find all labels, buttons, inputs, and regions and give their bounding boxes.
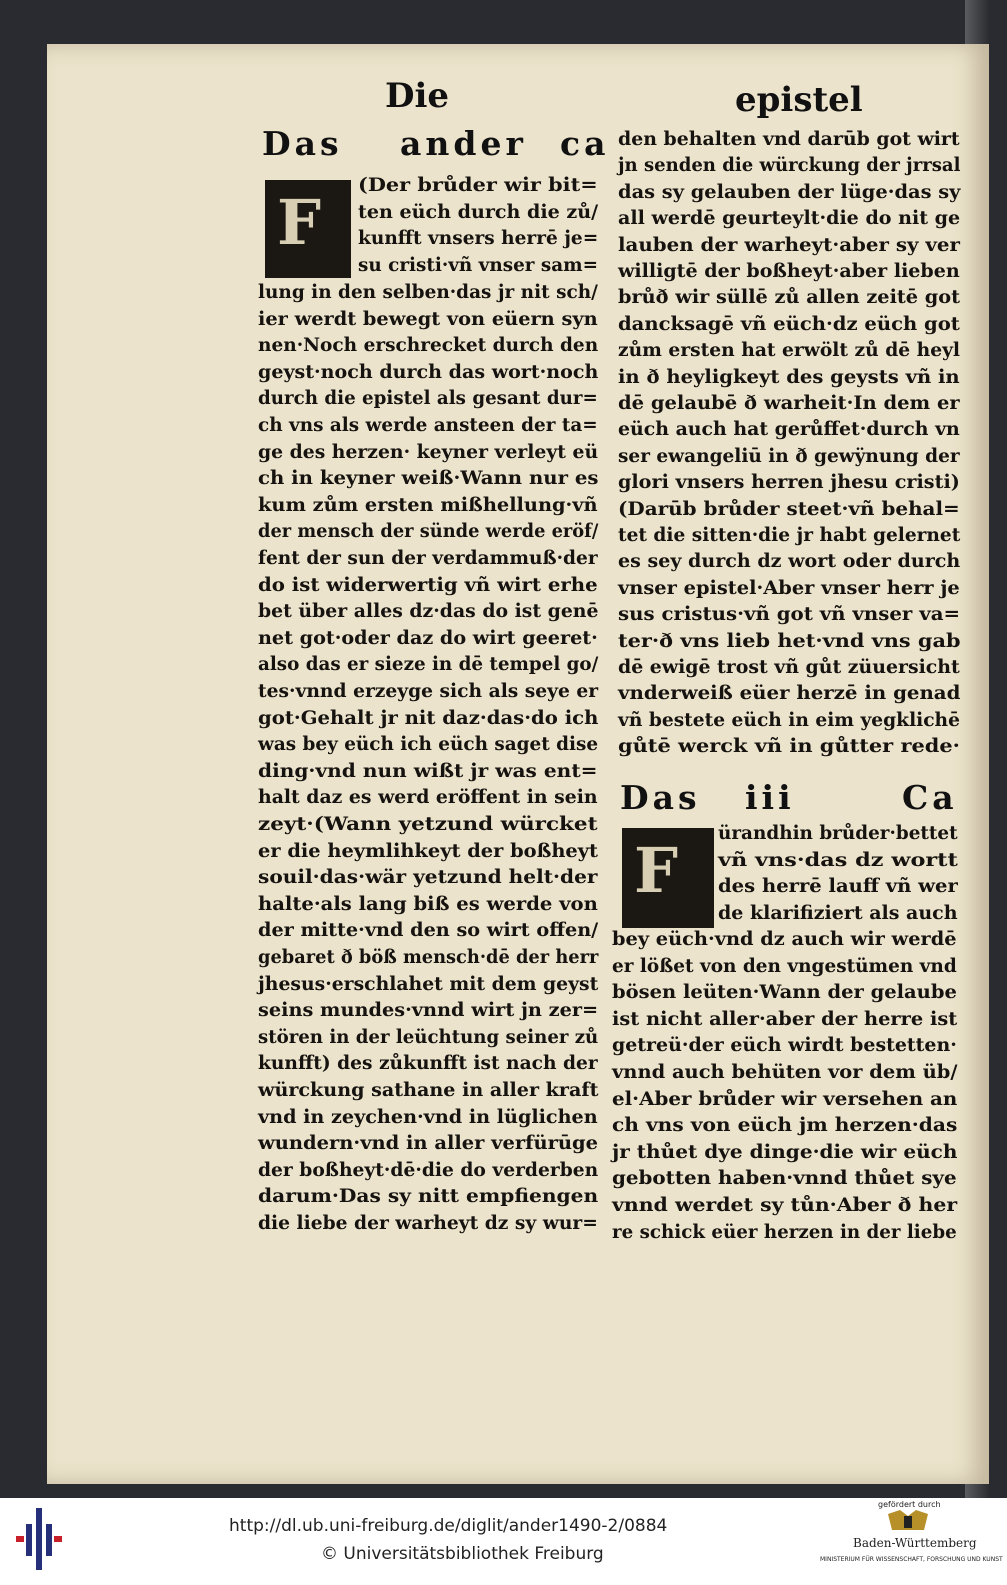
text-line: er lößet von den vngestümen vnd — [612, 954, 957, 977]
text-line: halte·als lang biß es werde von — [258, 892, 598, 915]
text-line: ser ewangeliū in ð gewÿnung der — [618, 444, 960, 467]
text-line: re schick eüer herzen in der liebe — [612, 1220, 957, 1243]
chapter-heading-3-word-2: iii — [745, 778, 795, 817]
text-line: der boßheyt·dē·die do verderben — [258, 1158, 599, 1181]
copyright-text: © Universitätsbibliothek Freiburg — [321, 1544, 604, 1564]
text-line: vnnd auch behüten vor dem üb/ — [612, 1061, 958, 1083]
sponsor-label: gefördert durch — [878, 1500, 941, 1509]
running-head-right: epistel — [735, 80, 863, 120]
text-line: geyst·noch durch das wort·noch — [258, 360, 599, 383]
text-line: nen·Noch erschrecket durch den — [258, 334, 599, 357]
text-line: bet über alles dz·das do ist genē — [258, 600, 599, 623]
text-line: getreü·der eüch wirdt bestetten· — [612, 1034, 957, 1057]
text-line: ter·ð vns lieb het·vnd vns gab — [618, 629, 961, 652]
decorated-initial-1: F — [265, 180, 351, 278]
text-line: vnnd werdet sy tůn·Aber ð her — [612, 1194, 958, 1216]
text-line: die liebe der warheyt dz sy wur= — [258, 1212, 598, 1234]
text-line: wundern·vnd in aller verfürūge — [258, 1132, 598, 1155]
text-line: der mitte·vnd den so wirt offen/ — [258, 919, 599, 942]
text-line: net got·oder daz do wirt geeret· — [258, 626, 598, 649]
text-line: vñ bestete eüch in eim yegklichē — [618, 708, 960, 731]
text-line: es sey durch dz wort oder durch — [618, 550, 961, 573]
text-line: tet die sitten·die jr habt gelernet — [618, 524, 961, 546]
text-line: den behalten vnd darūb got wirt — [618, 128, 960, 150]
text-line: lauben der warheyt·aber sy ver — [618, 233, 960, 256]
text-line: kunfft) des zůkunfft ist nach der — [258, 1052, 598, 1075]
text-line: vnd in zeychen·vnd in lüglichen — [258, 1105, 598, 1128]
text-line: jn senden die würckung der jrrsal — [618, 154, 961, 177]
text-line: darum·Das sy nitt empfiengen — [258, 1185, 599, 1208]
text-line: des herrē lauff vñ wer — [718, 875, 958, 898]
coat-of-arms-icon — [886, 1510, 930, 1532]
text-line: vñ vns·das dz wortt — [718, 848, 958, 871]
sponsor-ministry: MINISTERIUM FÜR WISSENSCHAFT, FORSCHUNG UND KUNST — [820, 1556, 1003, 1563]
text-line: der mensch der sünde werde eröf/ — [258, 520, 599, 543]
text-line: eüch auch hat gerůffet·durch vn — [618, 418, 960, 441]
chapter-heading-3-word-3: Ca — [902, 778, 958, 817]
text-line: brůð wir süllē zů allen zeitē got — [618, 286, 961, 309]
text-line: kum zům ersten mißhellung·vñ — [258, 493, 598, 516]
text-line: all werdē geurteylt·die do nit ge — [618, 207, 961, 230]
text-line: also das er sieze in dē tempel go/ — [258, 653, 599, 676]
text-line: dancksagē vñ eüch·dz eüch got — [618, 312, 960, 335]
text-line: gůtē werck vñ in gůtter rede· — [618, 735, 960, 758]
text-line: bey eüch·vnd dz auch wir werdē — [612, 928, 957, 950]
text-line: willigtē der boßheyt·aber lieben — [618, 260, 960, 282]
text-line: ge des herzen· keyner verleyt eü — [258, 440, 599, 463]
library-logo-icon — [16, 1508, 62, 1570]
text-line: ding·vnd nun wißt jr was ent= — [258, 759, 598, 782]
text-line: dē gelaubē ð warheit·In dem er — [618, 392, 960, 414]
footer-bar — [0, 1498, 1007, 1585]
text-line: ch vns als werde ansteen der ta= — [258, 414, 598, 436]
text-line: ist nicht aller·aber der herre ist — [612, 1007, 958, 1030]
text-line: su cristi·vñ vnser sam= — [358, 253, 598, 276]
text-line: zům ersten hat erwölt zů dē heyl — [618, 339, 961, 362]
text-line: de klarifiziert als auch — [718, 901, 958, 924]
text-line: jr thůet dye dinge·die wir eüch — [612, 1140, 958, 1163]
text-line: vnser epistel·Aber vnser herr je — [618, 576, 960, 599]
text-line: ten eüch durch die zů/ — [358, 200, 599, 223]
text-line: stören in der leüchtung seiner zů — [258, 1025, 599, 1048]
chapter-heading-2-word-2: ander — [400, 124, 527, 163]
text-line: gebaret ð böß mensch·dē der herr — [258, 946, 599, 968]
text-line: zeyt·(Wann yetzund würcket — [258, 813, 598, 835]
running-head-left: Die — [385, 76, 450, 116]
text-line: (Darūb brůder steet·vñ behal= — [618, 497, 960, 520]
text-line: souil·das·wär yetzund helt·der — [258, 866, 598, 889]
text-line: el·Aber brůder wir versehen an — [612, 1087, 958, 1110]
text-line: er die heymlihkeyt der boßheyt — [258, 839, 599, 862]
text-line: würckung sathane in aller kraft — [258, 1079, 599, 1101]
decorated-initial-2: F — [622, 828, 714, 928]
sponsor-name: Baden-Württemberg — [853, 1536, 977, 1550]
chapter-heading-3-word-1: Das — [620, 778, 701, 817]
text-line: ch in keyner weiß·Wann nur es — [258, 467, 599, 490]
text-line: jhesus·erschlahet mit dem geyst — [258, 972, 599, 995]
text-line: dē ewigē trost vñ gůt züuersicht — [618, 656, 960, 678]
text-line: seins mundes·vnnd wirt jn zer= — [258, 999, 599, 1022]
text-line: in ð heyligkeyt des geysts vñ in — [618, 365, 960, 388]
text-line: halt daz es werd eröffent in sein — [258, 786, 598, 809]
chapter-heading-2-word-3: ca — [560, 124, 610, 163]
text-line: vnderweiß eüer herzē in genad — [618, 682, 961, 705]
text-line: do ist widerwertig vñ wirt erhe — [258, 573, 598, 596]
text-line: ier werdt bewegt von eüern syn — [258, 307, 598, 330]
text-line: ürandhin brůder·bettet — [718, 822, 958, 844]
text-line: lung in den selben·das jr nit sch/ — [258, 281, 598, 303]
text-line: was bey eüch ich eüch saget dise — [258, 733, 599, 756]
text-line: (Der brůder wir bit= — [358, 174, 598, 196]
text-line: tes·vnnd erzeyge sich als seye er — [258, 680, 599, 702]
text-line: das sy gelauben der lüge·das sy — [618, 180, 961, 203]
text-line: got·Gehalt jr nit daz·das·do ich — [258, 706, 599, 729]
text-line: ch vns von eüch jm herzen·das — [612, 1114, 958, 1137]
text-line: sus cristus·vñ got vñ vnser va= — [618, 603, 961, 626]
text-line: fent der sun der verdammuß·der — [258, 547, 598, 569]
text-line: kunfft vnsers herrē je= — [358, 227, 599, 250]
chapter-heading-2-word-1: Das — [262, 124, 343, 163]
permalink[interactable]: http://dl.ub.uni-freiburg.de/diglit/ander1490-2/0884 — [229, 1516, 668, 1536]
text-line: bösen leüten·Wann der gelaube — [612, 981, 957, 1004]
text-line: gebotten haben·vnnd thůet sye — [612, 1167, 957, 1190]
text-line: glori vnsers herren jhesu cristi) — [618, 471, 960, 494]
text-line: durch die epistel als gesant dur= — [258, 387, 598, 410]
